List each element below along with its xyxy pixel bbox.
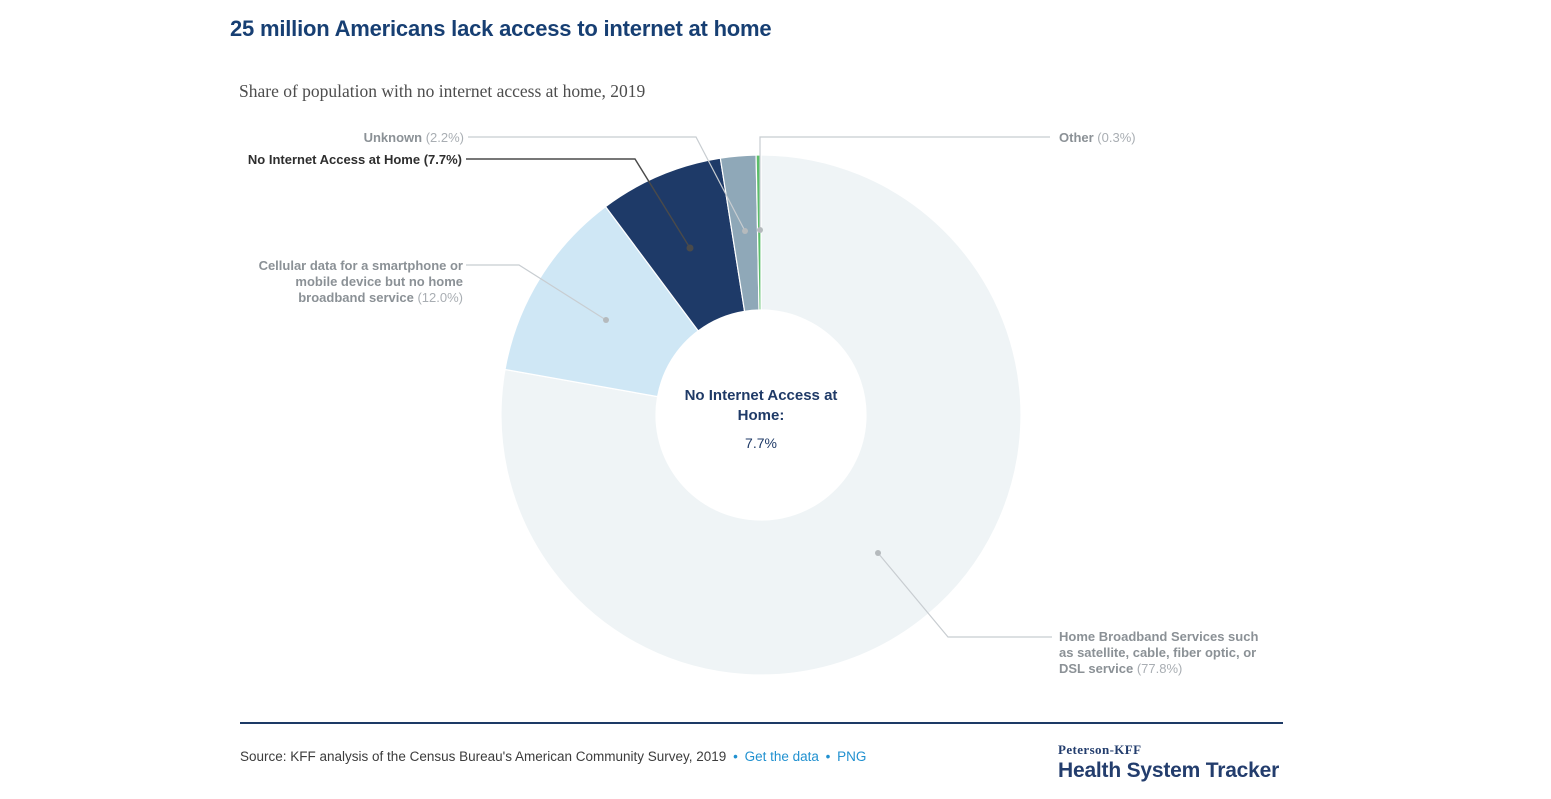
callout-other-pct: (0.3%): [1097, 130, 1136, 145]
callout-cellular-name: Cellular data for a smartphone or mobile device but no home broadband service: [258, 258, 463, 305]
leader-dot-unknown: [742, 228, 748, 234]
callout-broadband-name: Home Broadband Services such as satellite, cable, fiber optic, or DSL service: [1059, 629, 1259, 676]
get-the-data-link[interactable]: Get the data: [744, 749, 819, 764]
source-line: [240, 749, 866, 764]
footer-divider: [240, 722, 1283, 724]
chart-subtitle: Share of population with no internet access at home, 2019: [239, 81, 646, 101]
callout-other: [1059, 130, 1136, 146]
page-title: 25 million Americans lack access to internet at home: [230, 16, 772, 41]
donut-center-label: [676, 386, 846, 451]
callout-broadband-pct: (77.8%): [1136, 661, 1183, 676]
source-bullet-1: •: [733, 749, 738, 764]
logo-peterson-kff: Peterson-KFF: [1058, 742, 1142, 757]
source-bullet-2: •: [825, 749, 831, 764]
callout-unknown-pct: (2.2%): [425, 130, 464, 145]
callout-other-name: Other: [1059, 130, 1094, 145]
callout-no-internet: [248, 152, 462, 168]
png-link[interactable]: PNG: [837, 749, 867, 764]
donut-center-title: No Internet Access at Home:: [684, 387, 838, 424]
callout-unknown-name: Unknown: [363, 130, 423, 145]
leader-dot-other: [757, 227, 763, 233]
callout-cellular-pct: (12.0%): [417, 290, 463, 305]
callout-cellular: [251, 258, 463, 306]
callout-no-internet-name: No Internet Access at Home: [247, 152, 421, 167]
leader-dot-broadband: [875, 550, 881, 556]
source-text: Source: KFF analysis of the Census Bureau's American Community Survey, 2019: [240, 749, 727, 764]
callout-unknown: [364, 130, 464, 146]
health-system-tracker-logo: [1058, 742, 1288, 783]
donut-center-value: 7.7%: [745, 435, 777, 451]
leader-dot-no-internet: [687, 245, 694, 252]
callout-no-internet-pct: (7.7%): [423, 152, 462, 167]
leader-dot-cellular: [603, 317, 609, 323]
logo-health-system-tracker: Health System Tracker: [1058, 759, 1280, 782]
callout-broadband: [1059, 629, 1274, 677]
